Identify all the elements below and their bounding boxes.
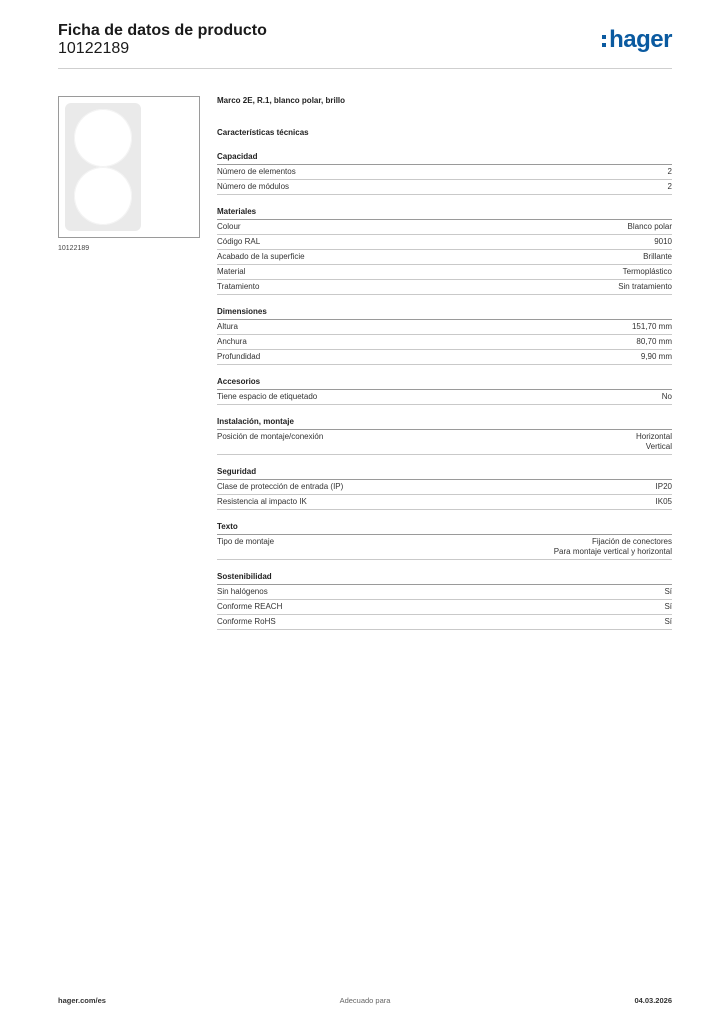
spec-label: Material — [217, 267, 246, 276]
spec-row — [217, 585, 672, 600]
product-name: Marco 2E, R.1, blanco polar, brillo — [217, 96, 346, 105]
spec-value-line: Sí — [664, 617, 672, 626]
spec-value-line: IP20 — [655, 482, 672, 491]
spec-row — [217, 220, 672, 235]
spec-row — [217, 180, 672, 195]
spec-value-line: Blanco polar — [627, 222, 672, 231]
spec-value — [636, 432, 672, 452]
spec-label: Número de módulos — [217, 182, 290, 191]
spec-label: Código RAL — [217, 237, 261, 246]
spec-row — [217, 430, 672, 455]
spec-groups — [217, 150, 672, 630]
spec-row — [217, 235, 672, 250]
spec-group — [217, 375, 672, 405]
spec-row — [217, 165, 672, 180]
spec-row — [217, 535, 672, 560]
spec-group — [217, 465, 672, 510]
header-divider — [58, 68, 672, 69]
spec-label: Altura — [217, 322, 238, 331]
spec-group-title: Sostenibilidad — [217, 570, 672, 585]
double-frame-illustration — [65, 103, 141, 231]
logo-colon-mark — [602, 30, 607, 50]
spec-group — [217, 305, 672, 365]
spec-label: Posición de montaje/conexión — [217, 432, 324, 441]
spec-label: Clase de protección de entrada (IP) — [217, 482, 344, 491]
spec-row — [217, 480, 672, 495]
spec-value — [654, 237, 672, 247]
spec-row — [217, 600, 672, 615]
spec-label: Conforme RoHS — [217, 617, 276, 626]
spec-row — [217, 615, 672, 630]
spec-value-line: No — [661, 392, 672, 401]
spec-value-line: Sin tratamiento — [618, 282, 672, 291]
spec-content — [217, 96, 672, 630]
spec-value-line: 2 — [667, 182, 672, 191]
spec-row — [217, 320, 672, 335]
spec-value-line: Fijación de conectores — [591, 537, 672, 546]
footer-date: 04.03.2026 — [634, 996, 672, 1005]
frame-opening-bottom — [74, 167, 132, 225]
characteristics-heading: Características técnicas — [217, 128, 309, 137]
spec-value-line: 80,70 mm — [636, 337, 672, 346]
spec-group-title: Accesorios — [217, 375, 672, 390]
spec-row — [217, 265, 672, 280]
spec-row — [217, 350, 672, 365]
spec-value — [668, 167, 672, 177]
spec-value-line: Vertical — [645, 442, 672, 451]
spec-value — [628, 222, 672, 232]
spec-value-line: IK05 — [655, 497, 672, 506]
footer-website[interactable]: hager.com/es — [58, 996, 106, 1005]
spec-value — [664, 587, 672, 597]
spec-group-title: Capacidad — [217, 150, 672, 165]
spec-value — [636, 337, 672, 347]
spec-value-line: Sí — [664, 602, 672, 611]
frame-opening-top — [74, 109, 132, 167]
spec-group-title: Instalación, montaje — [217, 415, 672, 430]
spec-label: Número de elementos — [217, 167, 296, 176]
spec-group — [217, 415, 672, 455]
spec-value-line: Horizontal — [635, 432, 672, 441]
spec-value — [662, 392, 672, 402]
spec-label: Acabado de la superficie — [217, 252, 305, 261]
spec-group — [217, 205, 672, 295]
spec-label: Tiene espacio de etiquetado — [217, 392, 318, 401]
spec-value — [641, 352, 672, 362]
product-code: 10122189 — [58, 40, 130, 57]
spec-row — [217, 335, 672, 350]
spec-value-line: 9010 — [654, 237, 672, 246]
page-footer — [58, 996, 672, 1010]
spec-value — [664, 602, 672, 612]
spec-value — [656, 482, 672, 492]
hager-logo — [602, 26, 672, 54]
spec-row — [217, 250, 672, 265]
footer-suitability: Adecuado para — [339, 996, 391, 1005]
spec-value-line: Sí — [664, 587, 672, 596]
page-header — [58, 20, 672, 70]
product-image — [58, 96, 200, 238]
spec-group-title: Dimensiones — [217, 305, 672, 320]
spec-group — [217, 520, 672, 560]
spec-row — [217, 390, 672, 405]
spec-value — [554, 537, 672, 557]
spec-value — [668, 182, 672, 192]
spec-label: Profundidad — [217, 352, 261, 361]
spec-value-line: 9,90 mm — [640, 352, 672, 361]
spec-row — [217, 280, 672, 295]
spec-group-title: Texto — [217, 520, 672, 535]
spec-value — [623, 267, 672, 277]
spec-label: Tipo de montaje — [217, 537, 275, 546]
spec-label: Colour — [217, 222, 241, 231]
spec-label: Conforme REACH — [217, 602, 283, 611]
spec-group — [217, 150, 672, 195]
spec-group — [217, 570, 672, 630]
spec-label: Anchura — [217, 337, 247, 346]
spec-label: Sin halógenos — [217, 587, 268, 596]
spec-value — [664, 617, 672, 627]
spec-value-line: Termoplástico — [622, 267, 672, 276]
image-caption: 10122189 — [58, 245, 90, 252]
spec-label: Tratamiento — [217, 282, 260, 291]
spec-value — [618, 282, 672, 292]
spec-value-line: Para montaje vertical y horizontal — [553, 547, 672, 556]
logo-wordmark: hager — [609, 26, 672, 53]
spec-row — [217, 495, 672, 510]
spec-value — [632, 322, 672, 332]
spec-value-line: 151,70 mm — [631, 322, 672, 331]
spec-label: Resistencia al impacto IK — [217, 497, 307, 506]
spec-value — [656, 497, 672, 507]
spec-value — [643, 252, 672, 262]
spec-value-line: Brillante — [643, 252, 672, 261]
spec-value-line: 2 — [667, 167, 672, 176]
spec-group-title: Seguridad — [217, 465, 672, 480]
spec-group-title: Materiales — [217, 205, 672, 220]
document-title: Ficha de datos de producto — [58, 22, 267, 39]
